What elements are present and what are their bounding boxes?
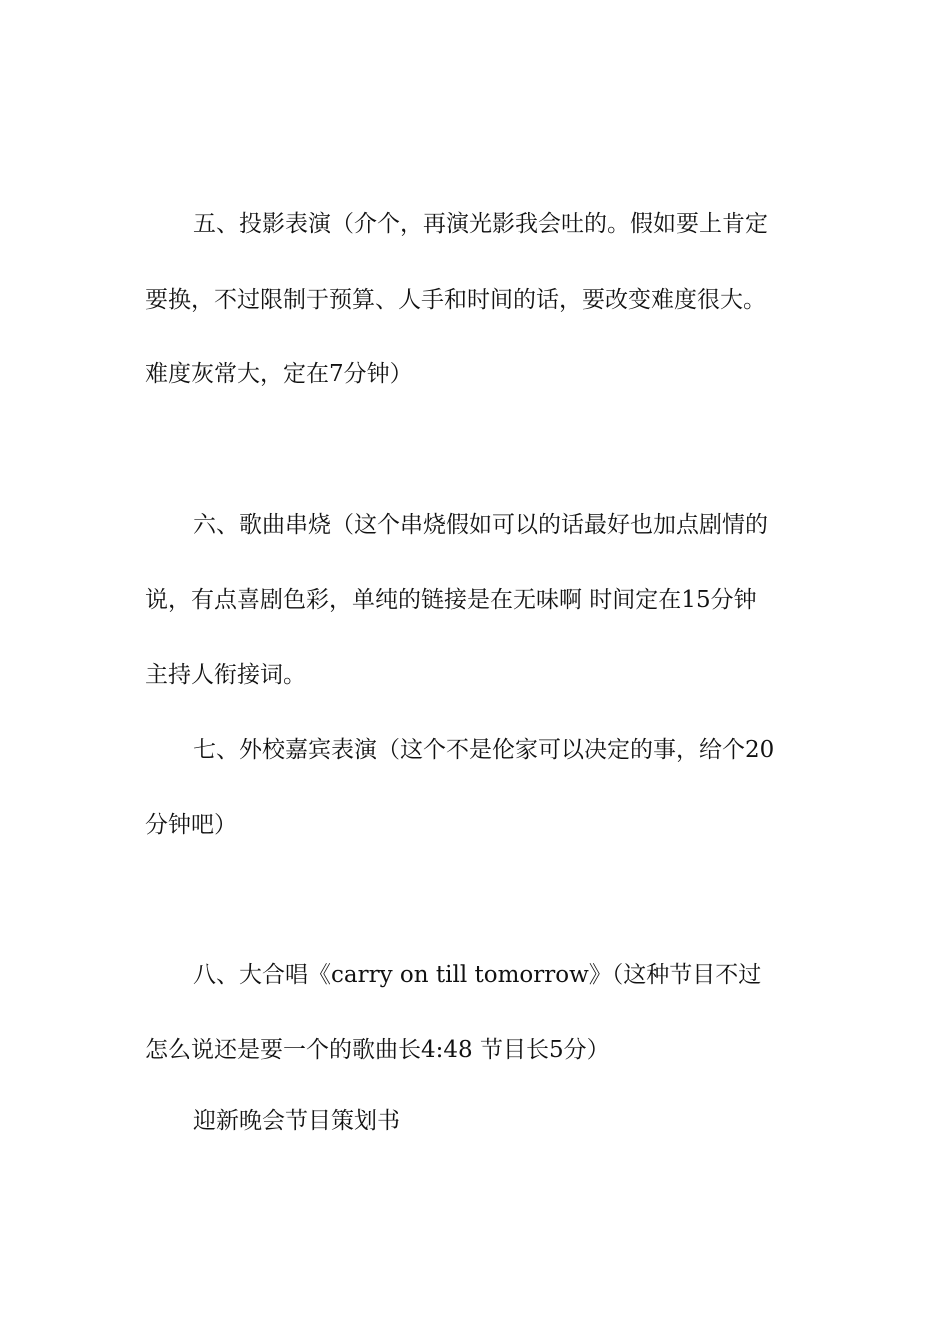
paragraph-8-line-2: 怎么说还是要一个的歌曲长4:48 节目长5分） [145,1037,610,1063]
paragraph-5-line-3: 难度灰常大，定在7分钟） [145,361,413,387]
paragraph-6-line-3: 主持人衔接词。 [145,662,306,688]
paragraph-7-line-2: 分钟吧） [145,812,237,838]
paragraph-7-line-1: 七、外校嘉宾表演（这个不是伦家可以决定的事，给个20 [193,737,775,763]
paragraph-5-line-1: 五、投影表演（介个，再演光影我会吐的。假如要上肯定 [193,211,768,237]
paragraph-6-line-2: 说，有点喜剧色彩，单纯的链接是在无味啊 时间定在15分钟 [145,587,757,613]
paragraph-5-line-2: 要换，不过限制于预算、人手和时间的话，要改变难度很大。 [145,287,766,313]
paragraph-8-line-1: 八、大合唱《carry on till tomorrow》（这种节目不过 [193,962,762,988]
paragraph-6-line-1: 六、歌曲串烧（这个串烧假如可以的话最好也加点剧情的 [193,512,768,538]
document-title-line: 迎新晚会节目策划书 [193,1108,400,1134]
